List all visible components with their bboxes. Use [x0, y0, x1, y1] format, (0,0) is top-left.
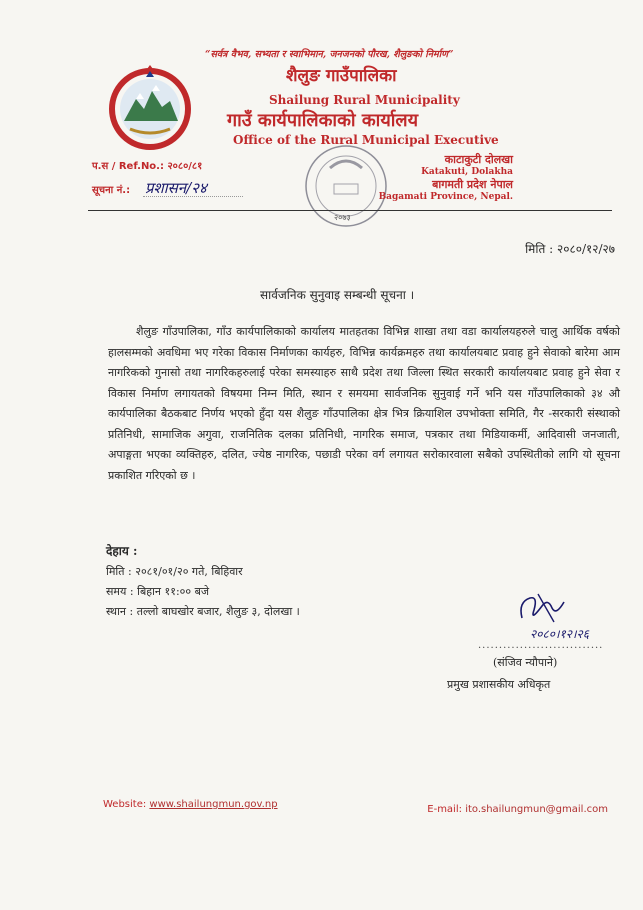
notice-number-label: सूचना नं.:: [92, 185, 131, 196]
address-line2-english: Bagamati Province, Nepal.: [378, 192, 513, 202]
email-value[interactable]: ito.shailungmun@gmail.com: [465, 804, 608, 815]
footer-website: [103, 799, 278, 810]
ref-value: २०८०/८१: [167, 161, 203, 172]
footer-email: [427, 804, 608, 815]
municipality-name-nepali: शैलुङ गाउँपालिका: [286, 66, 397, 86]
address-line1-nepali: काटाकुटी दोलखा: [444, 153, 513, 166]
notice-number-handwritten: प्रशासन/२४: [145, 179, 207, 197]
signature-dots: ..............................: [478, 640, 604, 651]
letter-subject: सार्वजनिक सुनुवाइ सम्बन्धी सूचना ।: [260, 288, 415, 302]
signer-name: (संजिव न्यौपाने): [493, 656, 558, 669]
slogan: “सर्वत्र वैभव, सभ्यता र स्वाभिमान, जनजनको पौरख, शैलुङको निर्माण”: [205, 49, 454, 60]
event-time: समय : बिहान ११:०० बजे: [106, 585, 210, 598]
address-line1-english: Katakuti, Dolakha: [421, 167, 513, 177]
address-line2-nepali: बागमती प्रदेश नेपाल: [432, 178, 513, 191]
stamp-year: २०७३: [334, 213, 351, 222]
website-label: Website:: [103, 799, 147, 810]
ref-number: [92, 158, 202, 172]
office-name-english: Office of the Rural Municipal Executive: [233, 133, 499, 147]
municipality-name-english: Shailung Rural Municipality: [269, 93, 460, 107]
event-place: स्थान : तल्लो बाघखोर बजार, शैलुङ ३, दोलखा ।: [106, 605, 300, 618]
office-name-nepali: गाउँ कार्यपालिकाको कार्यालय: [227, 110, 419, 131]
letter-date: मिति : २०८०/१२/२७: [525, 242, 615, 256]
ref-label: प.स / Ref.No.:: [92, 161, 164, 172]
signature-date-handwritten: २०८०।१२।२६: [530, 627, 590, 641]
letter-body-text: शैलुङ गाँउपालिका, गाँउ कार्यपालिकाको कार्यालय मातहतका विभिन्न शाखा तथा वडा कार्यालयहरुले चालु आर्थिक वर्षको हालसम्मको अवधिमा भए गरेका विकास निर्माणका कार्यहरु, विभिन्न कार्यक्रमहरु तथा कार्यालयबाट प्रवाह हुने सेवाको बारेमा आम नागरिकको गुनासो तथा नागरिकहरुलाई परेका समस्याहरु साथै प्रदेश तथा जिल्ला स्थित सरकारी कार्यालयबाट प्रवाह हुने सेवा र विकास निर्माण लगायतको विषयमा निम्न मिति, स्थान र समयमा सार्वजनिक सुनुवाई गर्ने भनि यस गाँउपालिकाको ३४ औ कार्यपालिका बैठकबाट निर्णय भएको हुँदा यस शैलुङ गाँउपालिका क्षेत्र भित्र क्रियाशिल उपभोक्ता समिति, गैर -सरकारी संस्थाको प्रतिनिधी, सामाजिक अगुवा, राजनितिक दलका प्रतिनिधी, नागरिक समाज, पत्रकार तथा मिडियाकर्मी, आदिवासी जनजाती, अपाङ्गता भएका व्यक्तिहरु, दलित, ज्येष्ठ नागरिक, पछाडी परेका वर्ग लगायत सरोकारवाला सबैको उपस्थितीको लागि यो सूचना प्रकाशित गरिएको छ ।: [108, 325, 620, 482]
header-divider: [88, 210, 612, 211]
nepal-emblem-icon: [106, 63, 194, 151]
website-link[interactable]: www.shailungmun.gov.np: [149, 799, 278, 810]
letter-body: [108, 322, 620, 486]
notice-underline: [143, 196, 243, 197]
details-heading: देहाय :: [106, 544, 138, 558]
email-label: E-mail:: [427, 804, 462, 815]
signer-title: प्रमुख प्रशासकीय अधिकृत: [447, 678, 551, 691]
event-date: मिति : २०८१/०१/२० गते, बिहिवार: [106, 565, 243, 578]
